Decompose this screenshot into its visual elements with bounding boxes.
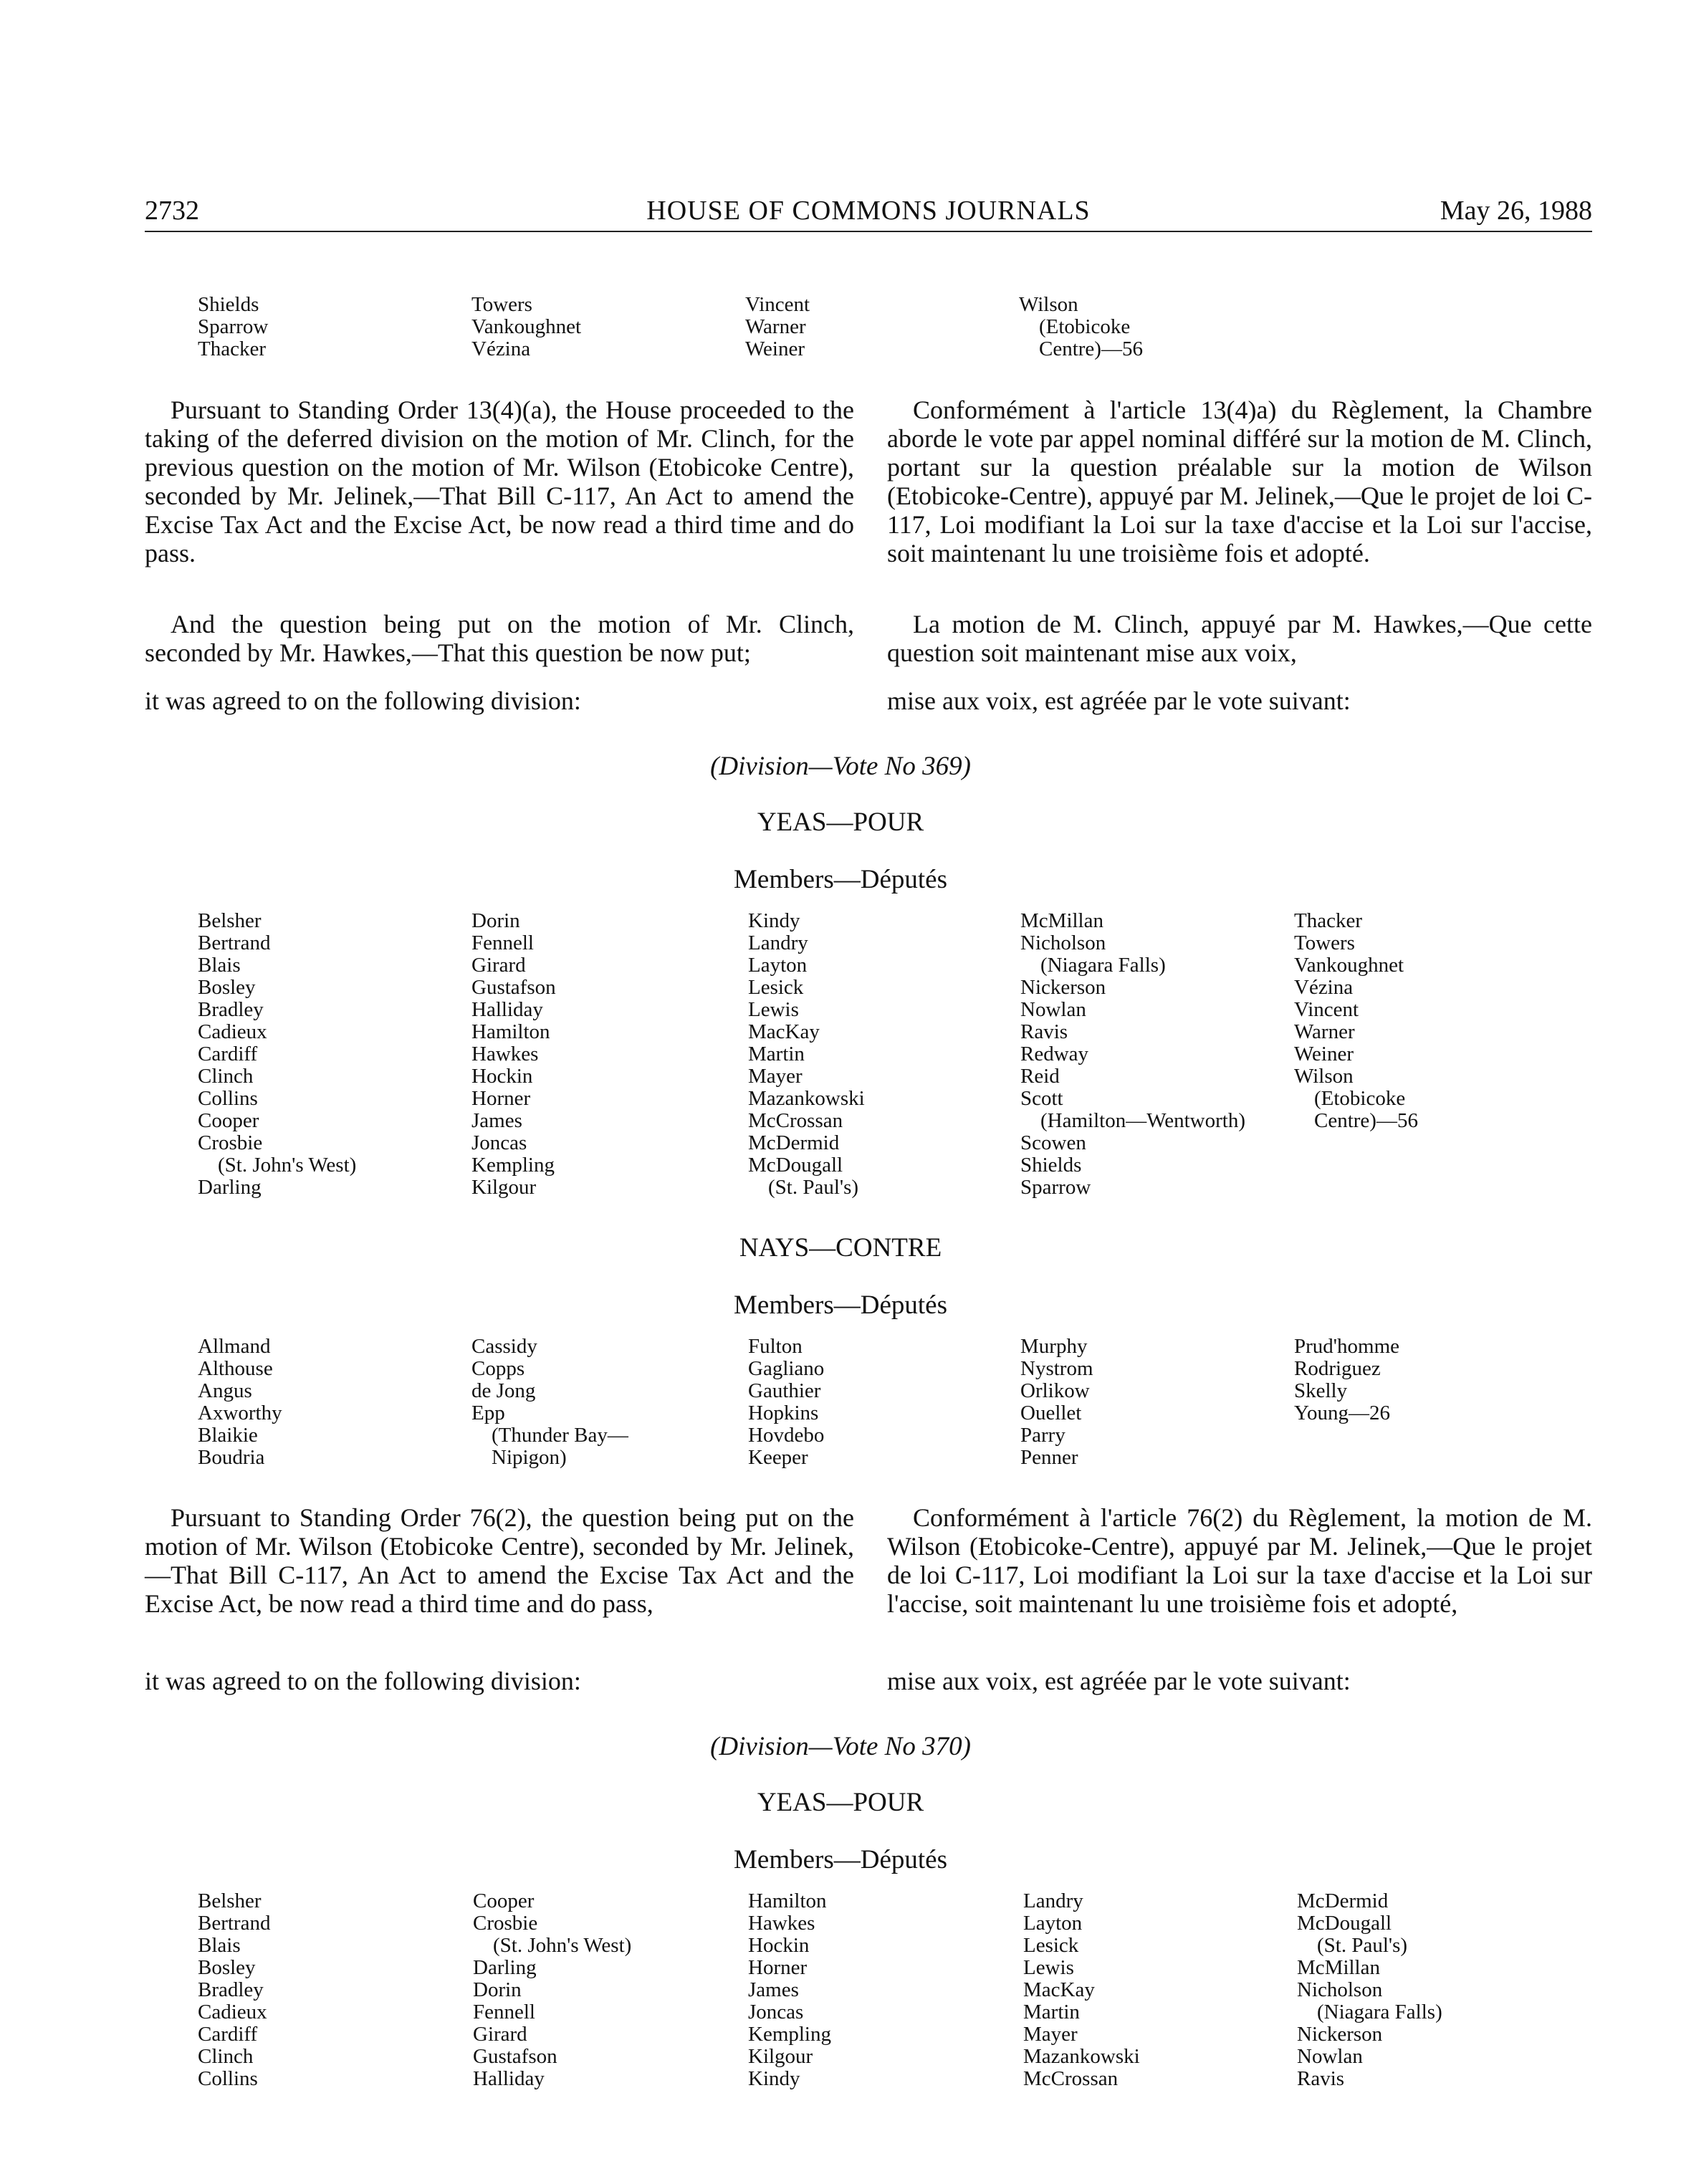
member-name: Cadieux	[198, 1020, 267, 1043]
member-name: Horner	[471, 1087, 531, 1110]
member-name: (Etobicoke	[1314, 1087, 1406, 1110]
name-column	[471, 294, 744, 360]
member-name: Centre)—56	[1314, 1109, 1418, 1132]
member-name: Gauthier	[748, 1379, 821, 1402]
member-name: Keeper	[748, 1446, 808, 1469]
member-name: Crosbie	[473, 1912, 538, 1935]
member-name: (Niagara Falls)	[1317, 2001, 1442, 2023]
member-name: Hawkes	[471, 1043, 539, 1065]
member-name: Scott	[1020, 1087, 1063, 1110]
journal-date: May 26, 1988	[1440, 196, 1592, 226]
member-name: Thacker	[198, 337, 266, 360]
agreed-line: it was agreed to on the following division:	[145, 1667, 581, 1695]
name-column	[748, 1890, 1020, 2090]
member-name: McDermid	[1297, 1890, 1389, 1912]
member-name: Cardiff	[198, 2023, 258, 2046]
member-name: Ravis	[1020, 1020, 1068, 1043]
member-name: (St. Paul's)	[1317, 1934, 1408, 1957]
member-name: Kindy	[748, 909, 800, 932]
member-name: Kindy	[748, 2067, 800, 2090]
member-name: (Etobicoke	[1039, 315, 1131, 338]
name-column	[473, 1890, 745, 2090]
member-name: Cooper	[473, 1890, 535, 1912]
member-name: Cassidy	[471, 1335, 537, 1358]
member-name: Kempling	[748, 2023, 831, 2046]
member-name: McMillan	[1297, 1956, 1380, 1979]
member-name: Blais	[198, 1934, 241, 1957]
member-name: Vankoughnet	[471, 315, 582, 338]
member-name: Vincent	[745, 293, 810, 316]
member-name: Bradley	[198, 1978, 264, 2001]
member-name: Gagliano	[748, 1357, 825, 1380]
member-name: Darling	[473, 1956, 537, 1979]
member-name: (St. John's West)	[493, 1934, 632, 1957]
member-name: Reid	[1020, 1065, 1060, 1088]
member-name: Martin	[748, 1043, 805, 1065]
member-name: Shields	[198, 293, 259, 316]
name-column	[1297, 1890, 1569, 2090]
member-name: Young—26	[1294, 1402, 1391, 1424]
member-name: McDougall	[1297, 1912, 1392, 1935]
division-369-nays-members-heading: Members—Députés	[734, 1290, 947, 1320]
member-name: Centre)—56	[1039, 337, 1143, 360]
member-name: Epp	[471, 1402, 505, 1424]
member-name: Nipigon)	[492, 1446, 567, 1469]
paragraph-standing-order-76-en	[145, 1503, 854, 1618]
member-name: Hawkes	[748, 1912, 815, 1935]
page-number: 2732	[145, 196, 199, 226]
member-name: Sparrow	[198, 315, 269, 338]
paragraph-standing-order-en	[145, 396, 854, 567]
member-name: (St. Paul's)	[768, 1176, 859, 1199]
journal-title: HOUSE OF COMMONS JOURNALS	[646, 196, 1091, 226]
member-name: Weiner	[1294, 1043, 1354, 1065]
paragraph-question-en	[145, 610, 854, 667]
paragraph-text: La motion de M. Clinch, appuyé par M. Hawkes,—Que cette question soit maintenant mise aux voix,	[887, 610, 1592, 667]
name-column	[1020, 910, 1293, 1199]
member-name: Nickerson	[1020, 976, 1106, 999]
name-column	[745, 294, 1017, 360]
member-name: Kempling	[471, 1154, 555, 1177]
name-column	[198, 1890, 470, 2090]
member-name: Sparrow	[1020, 1176, 1091, 1199]
agreed-text-2-en	[145, 1667, 854, 1695]
member-name: Vankoughnet	[1294, 954, 1404, 977]
member-name: Halliday	[473, 2067, 545, 2090]
agreed-text-en	[145, 686, 854, 715]
member-name: Vézina	[471, 337, 531, 360]
agreed-line: it was agreed to on the following division:	[145, 686, 581, 715]
member-name: Mazankowski	[748, 1087, 865, 1110]
member-name: Nowlan	[1020, 998, 1086, 1021]
member-name: (St. John's West)	[218, 1154, 357, 1177]
agreed-line: mise aux voix, est agréée par le vote suivant:	[887, 1667, 1351, 1695]
member-name: Cooper	[198, 1109, 259, 1132]
member-name: Penner	[1020, 1446, 1078, 1469]
member-name: Lewis	[1023, 1956, 1074, 1979]
division-369-members-heading: Members—Députés	[734, 865, 947, 894]
member-name: Towers	[471, 293, 532, 316]
member-name: James	[471, 1109, 522, 1132]
member-name: Girard	[471, 954, 526, 977]
member-name: Angus	[198, 1379, 252, 1402]
member-name: Boudria	[198, 1446, 265, 1469]
member-name: Allmand	[198, 1335, 271, 1358]
member-name: Weiner	[745, 337, 805, 360]
member-name: Kilgour	[748, 2045, 813, 2068]
name-column	[748, 1336, 1020, 1469]
member-name: Nicholson	[1020, 931, 1106, 954]
paragraph-text: Pursuant to Standing Order 76(2), the question being put on the motion of Mr. Wilson (Etobicoke Centre), seconded by Mr. Jelinek,—That Bill C-117, An Act to amend the Excise Tax Act and the Excise Act, be now read a third time and do pass,	[145, 1503, 854, 1618]
paragraph-text: Pursuant to Standing Order 13(4)(a), the House proceeded to the taking of the deferred division on the motion of Mr. Clinch, for the previous question on the motion of Mr. Wilson (Etobicoke Centre), seconded by Mr. Jelinek,—That Bill C-117, An Act to amend the Excise Tax Act and the Excise Act, be now read a third time and do pass.	[145, 396, 854, 567]
member-name: McCrossan	[1023, 2067, 1119, 2090]
member-name: James	[748, 1978, 799, 2001]
member-name: Dorin	[473, 1978, 522, 2001]
member-name: McMillan	[1020, 909, 1103, 932]
member-name: Gustafson	[473, 2045, 557, 2068]
member-name: de Jong	[471, 1379, 536, 1402]
member-name: Halliday	[471, 998, 543, 1021]
member-name: Belsher	[198, 1890, 262, 1912]
member-name: Lesick	[1023, 1934, 1079, 1957]
member-name: Bradley	[198, 998, 264, 1021]
member-name: Nickerson	[1297, 2023, 1383, 2046]
member-name: Redway	[1020, 1043, 1089, 1065]
paragraph-standing-order-fr	[887, 396, 1592, 567]
division-369-title: (Division—Vote No 369)	[710, 752, 971, 781]
name-column	[198, 910, 470, 1199]
paragraph-text: And the question being put on the motion of Mr. Clinch, seconded by Mr. Hawkes,—That this question be now put;	[145, 610, 854, 667]
member-name: Layton	[748, 954, 808, 977]
member-name: Fennell	[473, 2001, 535, 2023]
division-369-yeas-heading: YEAS—POUR	[757, 808, 924, 837]
agreed-text-fr	[887, 686, 1592, 715]
member-name: Horner	[748, 1956, 808, 1979]
division-369-nays-heading: NAYS—CONTRE	[739, 1233, 942, 1263]
member-name: (Thunder Bay—	[492, 1424, 628, 1447]
member-name: Bosley	[198, 976, 256, 999]
member-name: (Hamilton—Wentworth)	[1040, 1109, 1245, 1132]
member-name: Wilson	[1019, 293, 1078, 316]
member-name: Rodriguez	[1294, 1357, 1381, 1380]
member-name: Girard	[473, 2023, 527, 2046]
member-name: Landry	[748, 931, 808, 954]
member-name: Clinch	[198, 1065, 254, 1088]
member-name: Hamilton	[471, 1020, 550, 1043]
member-name: Bosley	[198, 1956, 256, 1979]
page-header	[145, 195, 1592, 232]
member-name: Murphy	[1020, 1335, 1088, 1358]
member-name: Copps	[471, 1357, 525, 1380]
name-column	[198, 294, 470, 360]
member-name: Mayer	[1023, 2023, 1078, 2046]
member-name: Lesick	[748, 976, 804, 999]
paragraph-standing-order-76-fr	[887, 1503, 1592, 1618]
member-name: Axworthy	[198, 1402, 282, 1424]
member-name: Joncas	[748, 2001, 804, 2023]
member-name: Darling	[198, 1176, 262, 1199]
member-name: Parry	[1020, 1424, 1065, 1447]
member-name: Cardiff	[198, 1043, 258, 1065]
member-name: Althouse	[198, 1357, 273, 1380]
member-name: MacKay	[1023, 1978, 1095, 2001]
member-name: Ouellet	[1020, 1402, 1082, 1424]
member-name: Vézina	[1294, 976, 1354, 999]
member-name: Belsher	[198, 909, 262, 932]
member-name: McDougall	[748, 1154, 843, 1177]
member-name: Martin	[1023, 2001, 1080, 2023]
member-name: Kilgour	[471, 1176, 537, 1199]
paragraph-text: Conformément à l'article 76(2) du Règlement, la motion de M. Wilson (Etobicoke-Centre), appuyé par M. Jelinek,—Que le projet de loi C-117, Loi modifiant la Loi sur la taxe d'accise et la Loi sur l'accise, soit maintenant lu une troisième fois et adopté,	[887, 1503, 1592, 1618]
member-name: (Niagara Falls)	[1040, 954, 1166, 977]
member-name: Warner	[1294, 1020, 1355, 1043]
member-name: Cadieux	[198, 2001, 267, 2023]
name-column	[1294, 910, 1566, 1132]
member-name: Nowlan	[1297, 2045, 1363, 2068]
member-name: Vincent	[1294, 998, 1359, 1021]
member-name: Bertrand	[198, 1912, 271, 1935]
member-name: McCrossan	[748, 1109, 843, 1132]
paragraph-question-fr	[887, 610, 1592, 667]
division-370-title: (Division—Vote No 370)	[710, 1732, 971, 1761]
member-name: McDermid	[748, 1131, 840, 1154]
member-name: MacKay	[748, 1020, 820, 1043]
member-name: Shields	[1020, 1154, 1082, 1177]
member-name: Blaikie	[198, 1424, 258, 1447]
member-name: Dorin	[471, 909, 520, 932]
member-name: Prud'homme	[1294, 1335, 1399, 1358]
member-name: Orlikow	[1020, 1379, 1090, 1402]
member-name: Landry	[1023, 1890, 1083, 1912]
member-name: Nystrom	[1020, 1357, 1093, 1380]
agreed-line: mise aux voix, est agréée par le vote suivant:	[887, 686, 1351, 715]
member-name: Joncas	[471, 1131, 527, 1154]
member-name: Hamilton	[748, 1890, 827, 1912]
name-column	[471, 910, 744, 1199]
member-name: Towers	[1294, 931, 1355, 954]
member-name: Collins	[198, 1087, 258, 1110]
name-column	[1020, 1336, 1293, 1469]
member-name: Ravis	[1297, 2067, 1345, 2090]
member-name: Thacker	[1294, 909, 1362, 932]
member-name: Mayer	[748, 1065, 803, 1088]
member-name: Crosbie	[198, 1131, 263, 1154]
member-name: Layton	[1023, 1912, 1083, 1935]
name-column	[1294, 1336, 1566, 1424]
member-name: Hockin	[748, 1934, 810, 1957]
name-column	[471, 1336, 744, 1469]
member-name: Fennell	[471, 931, 534, 954]
member-name: Collins	[198, 2067, 258, 2090]
paragraph-text: Conformément à l'article 13(4)a) du Règlement, la Chambre aborde le vote par appel nominal différé sur la motion de M. Clinch, portant sur la question préalable sur la motion de Wilson (Etobicoke-Centre), appuyé par M. Jelinek,—Que le projet de loi C-117, Loi modifiant la Loi sur la taxe d'accise et la Loi sur l'accise, soit maintenant lu une troisième fois et adopté.	[887, 396, 1592, 567]
member-name: Nicholson	[1297, 1978, 1383, 2001]
member-name: Mazankowski	[1023, 2045, 1140, 2068]
member-name: Wilson	[1294, 1065, 1354, 1088]
member-name: Warner	[745, 315, 806, 338]
member-name: Hovdebo	[748, 1424, 825, 1447]
division-370-yeas-heading: YEAS—POUR	[757, 1788, 924, 1817]
name-column	[1019, 294, 1291, 360]
agreed-text-2-fr	[887, 1667, 1592, 1695]
member-name: Skelly	[1294, 1379, 1348, 1402]
member-name: Bertrand	[198, 931, 271, 954]
name-column	[198, 1336, 470, 1469]
member-name: Hockin	[471, 1065, 533, 1088]
name-column	[1023, 1890, 1296, 2090]
member-name: Lewis	[748, 998, 799, 1021]
member-name: Hopkins	[748, 1402, 819, 1424]
member-name: Blais	[198, 954, 241, 977]
member-name: Fulton	[748, 1335, 803, 1358]
name-column	[748, 910, 1020, 1199]
member-name: Gustafson	[471, 976, 556, 999]
member-name: Clinch	[198, 2045, 254, 2068]
division-370-members-heading: Members—Députés	[734, 1845, 947, 1874]
member-name: Scowen	[1020, 1131, 1086, 1154]
